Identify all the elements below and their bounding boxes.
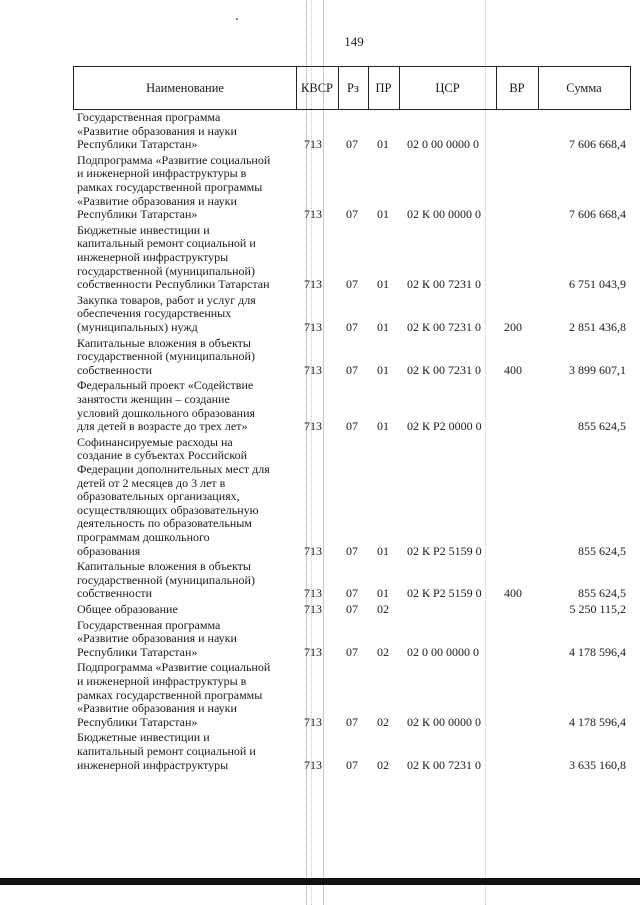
- row-csr: 02 К 00 7231 0: [407, 320, 482, 334]
- table-row: [0, 731, 640, 774]
- row-csr: 02 К 00 7231 0: [407, 757, 482, 772]
- row-pr: 01: [377, 277, 389, 292]
- header-rz: Рз: [347, 80, 359, 95]
- table-row: [0, 436, 640, 560]
- row-pr: 01: [377, 207, 389, 222]
- row-name: Общее образование: [77, 601, 178, 616]
- table-row: [0, 224, 640, 294]
- bottom-scan-border: [0, 878, 640, 885]
- row-name: Закупка товаров, работ и услуг для обеспечения государственных (муниципальных) нужд: [77, 292, 256, 334]
- header-vr: ВР: [509, 80, 525, 95]
- row-kvsr: 713: [304, 137, 322, 152]
- table-row: [0, 337, 640, 380]
- row-kvsr: 713: [304, 543, 322, 558]
- row-kvsr: 713: [304, 714, 322, 729]
- table-row: [0, 111, 640, 154]
- row-pr: 01: [377, 543, 389, 558]
- row-pr: 01: [377, 137, 389, 152]
- table-row: [0, 379, 640, 435]
- row-rz: 07: [346, 277, 358, 292]
- row-rz: 07: [346, 362, 358, 377]
- row-sum: 6 751 043,9: [569, 277, 626, 292]
- table-body: [0, 111, 640, 774]
- row-rz: 07: [346, 714, 358, 729]
- row-csr: 02 К 00 0000 0: [407, 714, 482, 729]
- header-pr: ПР: [375, 80, 392, 95]
- row-rz: 07: [346, 644, 358, 659]
- row-kvsr: 713: [304, 644, 322, 659]
- row-name: Бюджетные инвестиции и капитальный ремонт социальной и инженерной инфраструктуры: [77, 730, 256, 772]
- table-row: [0, 560, 640, 603]
- table-row: [0, 294, 640, 337]
- row-sum: 4 178 596,4: [569, 714, 626, 729]
- row-kvsr: 713: [304, 277, 322, 292]
- row-kvsr: 713: [304, 586, 322, 601]
- row-csr: 02 К Р2 0000 0: [407, 419, 482, 434]
- row-sum: 5 250 115,2: [569, 601, 626, 616]
- row-vr: 400: [504, 586, 522, 601]
- row-kvsr: 713: [304, 601, 322, 616]
- row-rz: 07: [346, 419, 358, 434]
- row-pr: 01: [377, 320, 389, 334]
- row-pr: 01: [377, 586, 389, 601]
- row-kvsr: 713: [304, 362, 322, 377]
- header-sum: Сумма: [566, 80, 602, 95]
- row-csr: 02 К Р2 5159 0: [407, 586, 482, 601]
- row-sum: 855 624,5: [578, 586, 626, 601]
- row-rz: 07: [346, 543, 358, 558]
- row-rz: 07: [346, 586, 358, 601]
- table-header: [73, 66, 631, 110]
- row-pr: 02: [377, 601, 389, 616]
- page-number: 149: [344, 34, 364, 49]
- row-sum: 2 851 436,8: [569, 320, 626, 334]
- table-row: [0, 619, 640, 662]
- row-pr: 01: [377, 419, 389, 434]
- header-kvsr: КВСР: [301, 80, 333, 95]
- row-csr: 02 0 00 0000 0: [407, 644, 479, 659]
- row-csr: 02 0 00 0000 0: [407, 137, 479, 152]
- row-name: Государственная программа «Развитие образования и науки Республики Татарстан»: [77, 617, 237, 659]
- row-rz: 07: [346, 757, 358, 772]
- row-name: Капитальные вложения в объекты государственной (муниципальной) собственности: [77, 559, 255, 601]
- row-csr: 02 К 00 0000 0: [407, 207, 482, 222]
- row-sum: 3 635 160,8: [569, 757, 626, 772]
- row-rz: 07: [346, 601, 358, 616]
- row-pr: 02: [377, 757, 389, 772]
- row-sum: 855 624,5: [578, 543, 626, 558]
- table-row: [0, 154, 640, 224]
- row-kvsr: 713: [304, 207, 322, 222]
- row-name: Подпрограмма «Развитие социальной и инженерной инфраструктуры в рамках государственной программы «Развитие образования и науки Республики Татарстан»: [77, 660, 271, 729]
- row-kvsr: 713: [304, 419, 322, 434]
- row-name: Бюджетные инвестиции и капитальный ремонт социальной и инженерной инфраструктуры государственной (муниципальной) собственности Республики Татарстан: [77, 222, 270, 292]
- row-name: Софинансируемые расходы на создание в субъектах Российской Федерации дополнительных мест для детей от 2 месяцев до 3 лет в образовательных организациях, осуществляющих образовательную деятельность по образовательным программам дошкольного образования: [77, 434, 270, 558]
- header-csr: ЦСР: [435, 80, 460, 95]
- row-sum: 7 606 668,4: [569, 137, 626, 152]
- header-name: Наименование: [146, 80, 224, 95]
- row-name: Государственная программа «Развитие образования и науки Республики Татарстан»: [77, 110, 237, 152]
- row-rz: 07: [346, 207, 358, 222]
- row-kvsr: 713: [304, 320, 322, 334]
- row-name: Капитальные вложения в объекты государственной (муниципальной) собственности: [77, 335, 255, 377]
- row-pr: 02: [377, 714, 389, 729]
- row-rz: 07: [346, 320, 358, 334]
- row-rz: 07: [346, 137, 358, 152]
- row-kvsr: 713: [304, 757, 322, 772]
- row-sum: 7 606 668,4: [569, 207, 626, 222]
- row-vr: 400: [504, 362, 522, 377]
- row-sum: 4 178 596,4: [569, 644, 626, 659]
- row-name: Подпрограмма «Развитие социальной и инженерной инфраструктуры в рамках государственной программы «Развитие образования и науки Республики Татарстан»: [77, 152, 271, 222]
- table-row: [0, 603, 640, 619]
- row-csr: 02 К 00 7231 0: [407, 277, 482, 292]
- row-vr: 200: [504, 320, 522, 334]
- row-csr: 02 К 00 7231 0: [407, 362, 482, 377]
- scan-speck: [236, 18, 238, 20]
- table-row: [0, 661, 640, 731]
- row-pr: 01: [377, 362, 389, 377]
- row-sum: 855 624,5: [578, 419, 626, 434]
- row-pr: 02: [377, 644, 389, 659]
- row-csr: 02 К Р2 5159 0: [407, 543, 482, 558]
- row-sum: 3 899 607,1: [569, 362, 626, 377]
- row-name: Федеральный проект «Содействие занятости женщин – создание условий дошкольного образования для детей в возрасте до трех лет»: [77, 378, 256, 434]
